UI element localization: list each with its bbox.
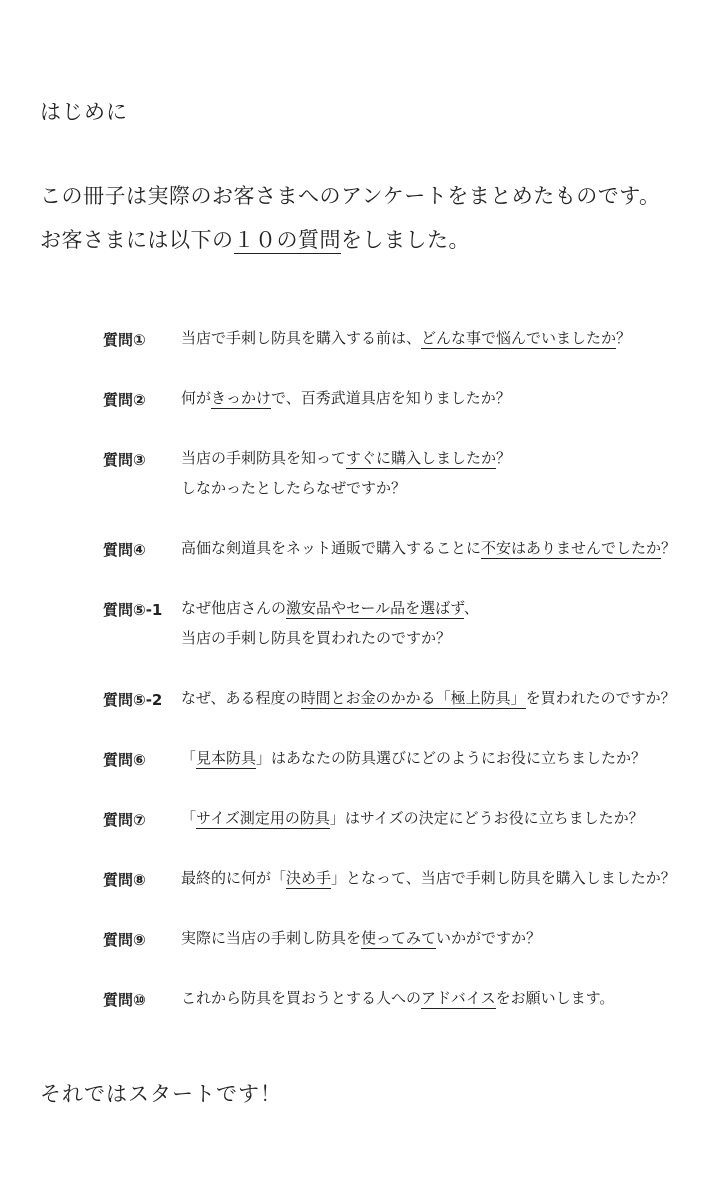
question-text-line-1 — [181, 533, 676, 563]
question-text-segment: 当店の手刺防具を知って — [181, 449, 347, 467]
question-text-segment: 」となって、当店で手刺し防具を購入しましたか？ — [331, 869, 676, 887]
question-keyword-underlined: きっかけ — [211, 389, 272, 407]
question-text-line-2: 当店の手刺し防具を買われたのですか？ — [181, 629, 452, 647]
question-label: 質問⑦ — [103, 811, 146, 829]
question-text-segment: をお願いします。 — [495, 989, 615, 1007]
question-text-segment: 当店で手刺し防具を購入する前は、 — [181, 329, 422, 347]
question-label: 質問⑨ — [103, 931, 146, 949]
question-text-line-1 — [181, 923, 541, 953]
question-label: 質問⑤-2 — [103, 691, 163, 709]
question-text — [181, 803, 644, 833]
question-text-line-1 — [181, 743, 646, 773]
question-keyword-underlined: アドバイス — [421, 989, 496, 1007]
question-keyword-underlined: 決め手 — [286, 869, 332, 887]
intro-line-2-post: をしました。 — [341, 228, 470, 252]
question-text — [181, 983, 614, 1013]
question-keyword-underlined: どんな事で悩んでいましたか — [421, 329, 617, 347]
question-keyword-underlined: サイズ測定用の防具 — [196, 809, 330, 827]
question-text-segment: で、百秀武道具店を知りましたか？ — [271, 389, 511, 407]
intro-line-2-underlined: １０の質問 — [233, 228, 341, 252]
intro-line-2-pre: お客さまには以下の — [40, 228, 234, 252]
question-label: 質問⑩ — [103, 991, 146, 1009]
closing-text: それではスタートです！ — [40, 1082, 282, 1106]
question-label: 質問⑤-1 — [103, 601, 163, 619]
question-text-line-1 — [181, 383, 511, 413]
question-text-line-1 — [181, 863, 676, 893]
question-label: 質問⑧ — [103, 871, 146, 889]
intro-line-1: この冊子は実際のお客さまへのアンケートをまとめたものです。 — [40, 184, 661, 208]
question-text — [181, 383, 511, 413]
question-text — [181, 443, 511, 503]
question-keyword-underlined: 激安品やセール品を選ばず — [286, 599, 464, 617]
question-keyword-underlined: すぐに購入しましたか — [346, 449, 497, 467]
question-keyword-underlined: 時間とお金のかかる「極上防具」 — [300, 689, 526, 707]
question-text-line-1 — [181, 323, 631, 353]
question-text — [181, 593, 479, 653]
question-text-segment: 最終的に何が「 — [181, 869, 287, 887]
question-label: 質問⑥ — [103, 751, 146, 769]
question-text — [181, 863, 676, 893]
question-text-segment: 」はあなたの防具選びにどのようにお役に立ちましたか？ — [256, 749, 647, 767]
question-text-line-2: しなかったとしたらなぜですか？ — [181, 479, 407, 497]
question-text-segment: 「 — [181, 809, 197, 827]
question-text-segment: 何が — [181, 389, 212, 407]
question-keyword-underlined: 不安はありませんでしたか — [481, 539, 662, 557]
question-label: 質問③ — [103, 451, 146, 469]
question-text-segment: なぜ、ある程度の — [181, 689, 301, 707]
question-text-segment: ？ — [616, 329, 632, 347]
question-text-segment: いかがですか？ — [436, 929, 542, 947]
question-label: 質問② — [103, 391, 146, 409]
question-text-line-1 — [181, 593, 479, 623]
question-text — [181, 533, 676, 563]
question-text — [181, 743, 646, 773]
question-label: 質問④ — [103, 541, 146, 559]
question-text-line-1 — [181, 683, 676, 713]
question-label: 質問① — [103, 331, 146, 349]
question-keyword-underlined: 見本防具 — [196, 749, 257, 767]
intro-line-2 — [40, 224, 470, 254]
page-heading: はじめに — [40, 100, 128, 124]
question-text-segment: これから防具を買おうとする人への — [181, 989, 422, 1007]
question-text-segment: を買われたのですか？ — [525, 689, 676, 707]
question-text-segment: 」はサイズの決定にどうお役に立ちましたか？ — [329, 809, 644, 827]
question-text-segment: 「 — [181, 749, 197, 767]
question-text — [181, 923, 541, 953]
question-text-segment: ？ — [661, 539, 677, 557]
question-text-segment: 、 — [463, 599, 479, 617]
question-text-line-1 — [181, 443, 511, 473]
question-text-segment: なぜ他店さんの — [181, 599, 287, 617]
question-keyword-underlined: 使ってみて — [361, 929, 437, 947]
question-text-segment: ？ — [496, 449, 512, 467]
question-text-line-1 — [181, 803, 644, 833]
question-text-segment: 実際に当店の手刺し防具を — [181, 929, 362, 947]
question-text — [181, 683, 676, 713]
question-text-line-1 — [181, 983, 614, 1013]
question-text-segment: 高価な剣道具をネット通販で購入することに — [181, 539, 482, 557]
question-text — [181, 323, 631, 353]
